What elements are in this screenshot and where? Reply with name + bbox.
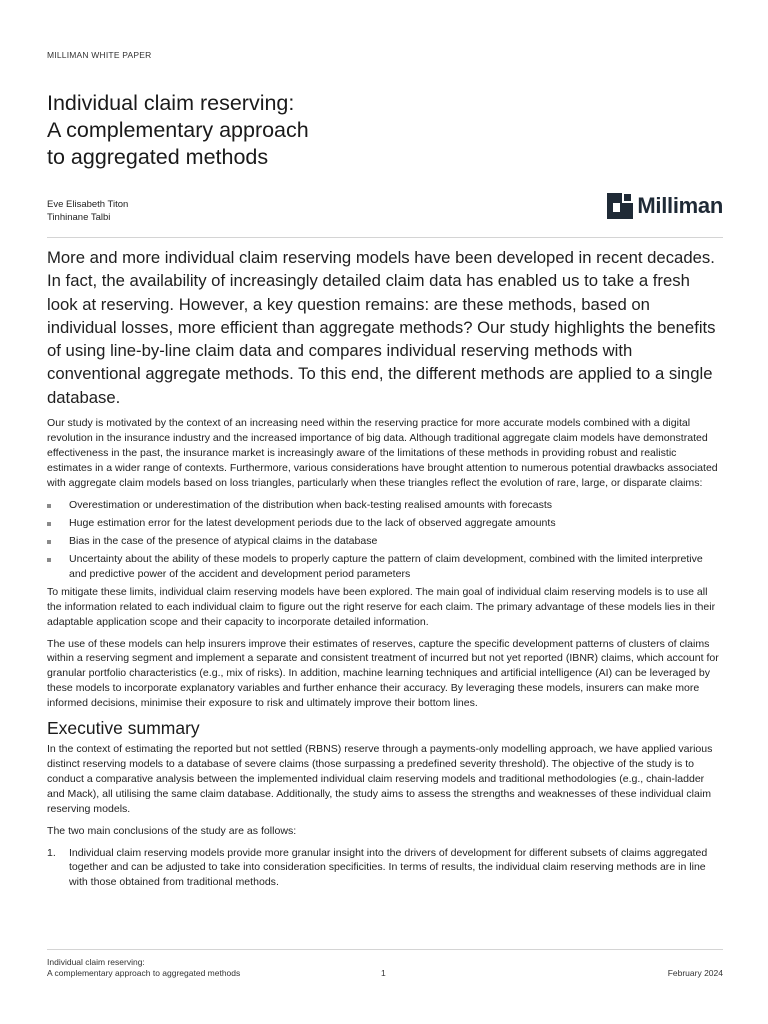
bullet-icon — [47, 558, 51, 562]
limitations-list — [47, 498, 723, 582]
page-footer — [47, 957, 723, 980]
page-number: 1 — [381, 968, 386, 979]
logo-wordmark: Milliman — [637, 193, 723, 218]
author-name: Eve Elisabeth Titon — [47, 199, 129, 210]
milliman-logo — [607, 193, 723, 219]
bullet-icon — [47, 522, 51, 526]
body-paragraph: In the context of estimating the reported but not settled (RBNS) reserve through a payments-only modelling approach, we have applied various distinct reserving models to a database of severe claims (those surpassing a predefined severity threshold). The objective of the study is to conduct a comparative analysis between the implemented individual claim reserving models and traditional methodologies (e.g., chain-ladder and Mack), all utilising the same claim database. Additionally, the study aims to assess the strengths and weaknesses of these individual claim reserving models. — [47, 743, 713, 815]
author-list — [47, 198, 128, 224]
list-item-text: Uncertainty about the ability of these models to properly capture the pattern of claim development, combined with the limited interpretive and predictive power of the accident and development period parameters — [69, 552, 703, 580]
bullet-icon — [47, 504, 51, 508]
body-paragraph: The two main conclusions of the study are as follows: — [47, 824, 297, 837]
list-item-text: Huge estimation error for the latest development periods due to the lack of observed aggregate amounts — [69, 516, 556, 529]
body-text — [47, 416, 723, 890]
conclusions-list — [47, 846, 723, 891]
footer-title-line: Individual claim reserving: — [47, 957, 145, 967]
body-paragraph: To mitigate these limits, individual claim reserving models have been explored. The main goal of individual claim reserving models is to use all the information related to each individual claim to figure out the right reserve for each claim. The primary advantage of these models lies in their adaptable application scope and their capacity to incorporate detailed information. — [47, 585, 716, 628]
title-line: A complementary approach — [47, 118, 309, 142]
title-line: to aggregated methods — [47, 145, 269, 169]
list-item-text: Overestimation or underestimation of the distribution when back-testing realised amounts with forecasts — [69, 498, 553, 511]
numbered-item — [47, 846, 723, 891]
list-item — [47, 534, 723, 549]
author-name: Tinhinane Talbi — [47, 212, 111, 223]
numbered-item-text: Individual claim reserving models provide more granular insight into the drivers of development for different subsets of claims aggregated together and can be adjusted to take into consideration specificities. In terms of results, the individual claim reserving methods are in line with those obtained from traditional methods. — [69, 846, 708, 889]
list-item — [47, 498, 723, 513]
footer-divider — [47, 949, 723, 950]
body-paragraph: The use of these models can help insurers improve their estimates of reserves, capture the specific development patterns of clusters of claims within a reserving segment and implement a separate and consistent treatment of incurred but not yet reported (IBNR) claims, which account for granular portfolio characteristics (e.g., mix of risks). In addition, machine learning techniques and artificial intelligence (AI) can be leveraged by these models to incorporate explanatory variables and further enhance their accuracy. By leveraging these models, insurers can make more informed decisions, minimise their exposure to risk and ultimately improve their bottom lines. — [47, 637, 719, 710]
publication-date: February 2024 — [667, 968, 723, 979]
list-item — [47, 516, 723, 531]
body-paragraph: Our study is motivated by the context of an increasing need within the reserving practice for more accurate models combined with a digital revolution in the insurance industry and the increased importance of big data. Although traditional aggregate claim models have demonstrated effectiveness in the past, the insurance market is increasingly aware of the limitations of these methods in providing robust and realistic estimates in a wider range of contexts. Furthermore, various considerations have brought attention to numerous potential drawbacks associated with aggregate claim models based on loss triangles, particularly when these triangles reflect the evolution of rare, large, or disparate claims: — [47, 417, 718, 489]
document-type-label: MILLIMAN WHITE PAPER — [47, 50, 152, 60]
list-item-text: Bias in the case of the presence of atypical claims in the database — [69, 534, 378, 547]
title-line: Individual claim reserving: — [47, 91, 295, 115]
lead-paragraph: More and more individual claim reserving models have been developed in recent decades. In fact, the availability of increasingly detailed claim data has enabled us to take a fresh look at reserving. However, a key question remains: are these methods, based on individual losses, more efficient than aggregate methods? Our study highlights the benefits of using line-by-line claim data and compares individual reserving methods with conventional aggregate methods. To this end, the different methods are applied to a single database. — [47, 248, 716, 407]
header-divider — [47, 237, 723, 238]
item-number: 1. — [47, 846, 56, 859]
footer-title-line: A complementary approach to aggregated methods — [47, 968, 241, 979]
section-heading: Executive summary — [47, 718, 200, 739]
bullet-icon — [47, 540, 51, 544]
list-item — [47, 552, 723, 582]
milliman-logo-icon — [607, 193, 633, 219]
document-title — [47, 90, 309, 171]
